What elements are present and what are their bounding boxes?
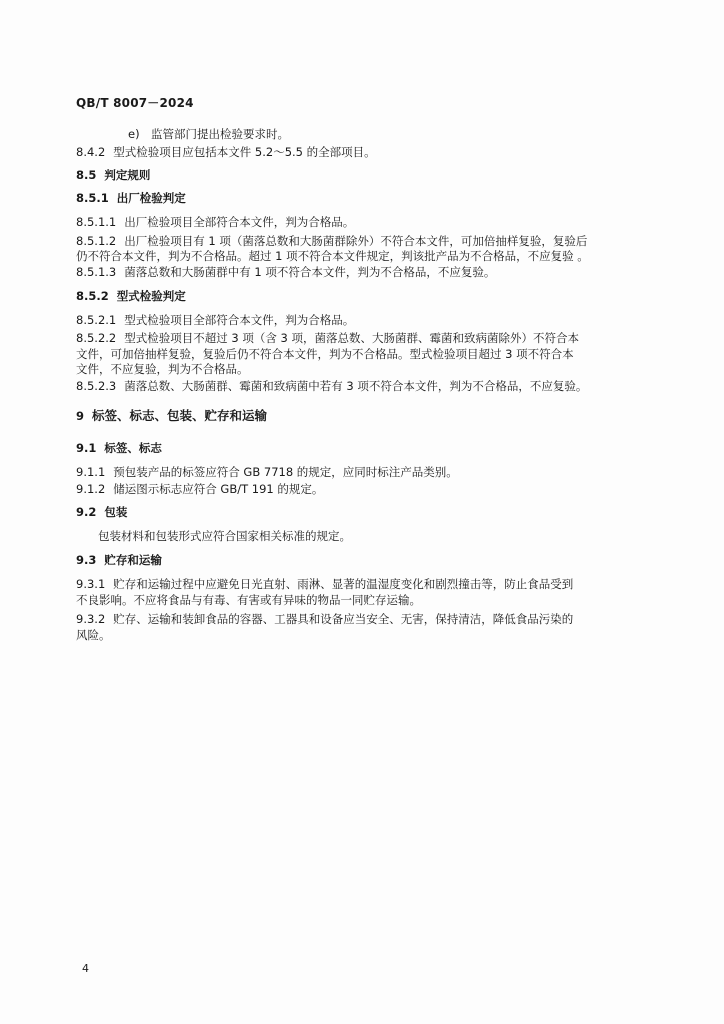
clause-line (76, 528, 724, 544)
standard-number: QB/T 8007－2024 (76, 96, 194, 110)
clause-number: 9.3.1 (76, 577, 106, 591)
clause-line (76, 346, 712, 362)
clause-number: 9.3 (76, 553, 97, 567)
clause-number: 8.5.1.3 (76, 265, 117, 279)
clause-line (76, 264, 712, 280)
clause-line (76, 481, 712, 497)
clause-line (76, 378, 712, 394)
clause-number: 8.5.1.1 (76, 215, 117, 229)
subsection-heading (76, 504, 712, 520)
clause-number: 9.1.1 (76, 465, 106, 479)
clause-text: e) 监管部门提出检验要求时。 (128, 127, 290, 141)
page-number: 4 (82, 962, 89, 975)
clause-line (76, 464, 712, 480)
clause-number: 8.5 (76, 168, 97, 182)
subsection-heading (76, 440, 712, 456)
clause-line (76, 330, 712, 346)
clause-number: 8.5.2.1 (76, 313, 117, 327)
clause-number: 9 (76, 409, 85, 423)
clause-number: 9.1.2 (76, 482, 106, 496)
clause-line (76, 126, 724, 142)
clause-text: 型式检验判定 (116, 289, 186, 303)
clause-text: 型式检验项目全部符合本文件，判为合格品。 (124, 313, 355, 327)
clause-line (76, 576, 712, 592)
clause-text: 仍不符合本文件，判为不合格品。超过 1 项不符合本文件规定，判该批产品为不合格品，不应复验 。 (76, 249, 589, 263)
clause-text: 包装材料和包装形式应符合国家相关标准的规定。 (98, 529, 351, 543)
clause-line (76, 627, 712, 643)
clause-text: 不良影响。不应将食品与有毒、有害或有异味的物品一同贮存运输。 (76, 593, 421, 607)
clause-text: 菌落总数和大肠菌群中有 1 项不符合本文件，判为不合格品，不应复验。 (124, 265, 496, 279)
clause-text: 包装 (104, 505, 128, 519)
clause-number: 8.5.2.3 (76, 379, 117, 393)
clause-text: 风险。 (76, 628, 111, 642)
clause-text: 判定规则 (104, 168, 151, 182)
clause-text: 出厂检验项目有 1 项（菌落总数和大肠菌群除外）不符合本文件，可加倍抽样复验，复验后 (124, 234, 588, 248)
clause-number: 8.5.2.2 (76, 331, 117, 345)
clause-text: 预包装产品的标签应符合 GB 7718 的规定，应同时标注产品类别。 (113, 465, 458, 479)
clause-number: 8.5.1.2 (76, 234, 117, 248)
clause-text: 文件，可加倍抽样复验，复验后仍不符合本文件，判为不合格品。型式检验项目超过 3 项不符合本 (76, 347, 574, 361)
subsection-heading (76, 552, 712, 568)
clause-line (76, 233, 712, 249)
clause-text: 出厂检验项目全部符合本文件，判为合格品。 (124, 215, 355, 229)
clause-line (76, 592, 712, 608)
clause-line (76, 144, 712, 160)
clause-text: 贮存和运输 (104, 553, 162, 567)
clause-text: 贮存和运输过程中应避免日光直射、雨淋、显著的温湿度变化和剧烈撞击等，防止食品受到 (113, 577, 574, 591)
clause-text: 文件，不应复验，判为不合格品。 (76, 362, 249, 376)
subsection-heading (76, 288, 712, 304)
clause-line (76, 361, 712, 377)
clause-text: 贮存、运输和装卸食品的容器、工器具和设备应当安全、无害，保持清洁，降低食品污染的 (113, 612, 574, 626)
clause-number: 9.2 (76, 505, 97, 519)
clause-number: 8.5.1 (76, 191, 109, 205)
clause-number: 9.3.2 (76, 612, 106, 626)
clause-text: 型式检验项目不超过 3 项（含 3 项，菌落总数、大肠菌群、霉菌和致病菌除外）不符合本 (124, 331, 579, 345)
clause-number: 8.4.2 (76, 145, 106, 159)
clause-text: 菌落总数、大肠菌群、霉菌和致病菌中若有 3 项不符合本文件，判为不合格品，不应复验。 (124, 379, 588, 393)
clause-line (76, 312, 712, 328)
clause-number: 8.5.2 (76, 289, 109, 303)
clause-text: 标签、标志 (104, 441, 162, 455)
subsection-heading (76, 190, 712, 206)
clause-text: 出厂检验判定 (116, 191, 186, 205)
clause-line (76, 611, 712, 627)
clause-number: 9.1 (76, 441, 97, 455)
clause-text: 标签、标志、包装、贮存和运输 (92, 408, 268, 423)
section-heading (76, 408, 712, 424)
clause-text: 型式检验项目应包括本文件 5.2～5.5 的全部项目。 (113, 145, 376, 159)
clause-line (76, 214, 712, 230)
subsection-heading (76, 167, 712, 183)
clause-text: 储运图示标志应符合 GB/T 191 的规定。 (113, 482, 324, 496)
clause-line (76, 248, 712, 264)
